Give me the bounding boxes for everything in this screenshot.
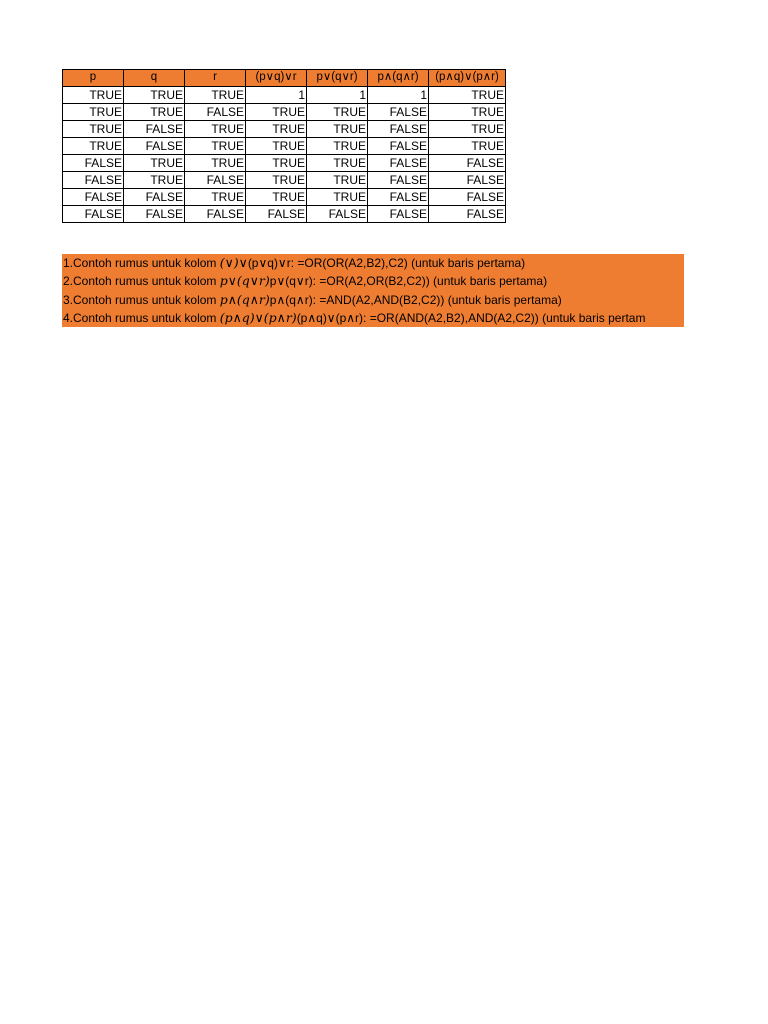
table-cell[interactable]: TRUE [246, 138, 307, 155]
note-line-1[interactable] [62, 254, 684, 272]
note-math: p∧(q∧r) [219, 291, 270, 307]
note-prefix: 3.Contoh rumus untuk kolom [63, 292, 220, 307]
note-math: (∨)∨ [219, 255, 248, 270]
table-cell[interactable]: TRUE [307, 172, 368, 189]
table-cell[interactable]: TRUE [63, 138, 124, 155]
header-p-and-q-and-r[interactable]: p∧(q∧r) [368, 70, 429, 87]
table-cell[interactable]: FALSE [185, 172, 246, 189]
table-cell[interactable]: TRUE [246, 155, 307, 172]
table-cell[interactable]: TRUE [429, 138, 506, 155]
table-row [63, 138, 506, 155]
table-cell[interactable]: TRUE [124, 87, 185, 104]
table-cell[interactable]: FALSE [368, 121, 429, 138]
table-cell[interactable]: FALSE [368, 138, 429, 155]
table-cell[interactable]: TRUE [307, 104, 368, 121]
note-line-4[interactable] [62, 309, 684, 327]
note-formula: p∨(q∨r): =OR(A2,OR(B2,C2)) (untuk baris pertama) [269, 274, 548, 289]
table-cell[interactable]: FALSE [124, 189, 185, 206]
header-p[interactable]: p [63, 70, 124, 87]
table-cell[interactable]: TRUE [429, 121, 506, 138]
table-cell[interactable]: TRUE [185, 138, 246, 155]
note-math: (p∧q)∨(p∧r) [219, 309, 297, 325]
table-cell[interactable]: 1 [307, 87, 368, 104]
table-cell[interactable]: FALSE [185, 206, 246, 223]
table-cell[interactable]: TRUE [246, 104, 307, 121]
header-q[interactable]: q [124, 70, 185, 87]
table-cell[interactable]: FALSE [429, 155, 506, 172]
table-cell[interactable]: FALSE [307, 206, 368, 223]
table-row [63, 104, 506, 121]
table-cell[interactable]: FALSE [368, 189, 429, 206]
header-p-or-q-or-r[interactable]: (p∨q)∨r [246, 70, 307, 87]
table-cell[interactable]: FALSE [429, 206, 506, 223]
header-distributive[interactable]: (p∧q)∨(p∧r) [429, 70, 506, 87]
table-cell[interactable]: FALSE [124, 121, 185, 138]
table-cell[interactable]: TRUE [124, 104, 185, 121]
table-cell[interactable]: FALSE [63, 189, 124, 206]
table-cell[interactable]: FALSE [63, 155, 124, 172]
table-cell[interactable]: TRUE [246, 189, 307, 206]
note-math: p∨(q∨r) [219, 273, 270, 289]
formula-notes [62, 254, 684, 327]
table-cell[interactable]: 1 [368, 87, 429, 104]
note-line-2[interactable] [62, 272, 684, 290]
header-r[interactable]: r [185, 70, 246, 87]
note-prefix: 2.Contoh rumus untuk kolom [63, 274, 220, 289]
note-formula: p∧(q∧r): =AND(A2,AND(B2,C2)) (untuk baris pertama) [269, 292, 562, 307]
table-cell[interactable]: FALSE [185, 104, 246, 121]
note-prefix: 4.Contoh rumus untuk kolom [63, 310, 220, 325]
table-cell[interactable]: TRUE [246, 121, 307, 138]
header-row [63, 70, 506, 87]
table-cell[interactable]: 1 [246, 87, 307, 104]
table-row [63, 172, 506, 189]
table-cell[interactable]: FALSE [246, 206, 307, 223]
note-prefix: 1.Contoh rumus untuk kolom [63, 256, 220, 270]
table-cell[interactable]: FALSE [63, 206, 124, 223]
table-cell[interactable]: TRUE [307, 138, 368, 155]
table-cell[interactable]: TRUE [185, 189, 246, 206]
table-cell[interactable]: TRUE [246, 172, 307, 189]
table-row [63, 121, 506, 138]
table-cell[interactable]: TRUE [429, 104, 506, 121]
table-cell[interactable]: TRUE [124, 172, 185, 189]
table-cell[interactable]: FALSE [368, 155, 429, 172]
table-cell[interactable]: TRUE [307, 155, 368, 172]
table-row [63, 155, 506, 172]
note-formula: (p∧q)∨(p∧r): =OR(AND(A2,B2),AND(A2,C2)) (untuk baris pertam [296, 310, 646, 325]
table-cell[interactable]: TRUE [63, 121, 124, 138]
truth-table [62, 69, 506, 223]
table-cell[interactable]: FALSE [429, 189, 506, 206]
table-cell[interactable]: TRUE [185, 121, 246, 138]
table-cell[interactable]: TRUE [307, 189, 368, 206]
table-cell[interactable]: FALSE [124, 138, 185, 155]
table-row [63, 87, 506, 104]
table-cell[interactable]: FALSE [368, 206, 429, 223]
table-cell[interactable]: FALSE [63, 172, 124, 189]
table-cell[interactable]: TRUE [63, 104, 124, 121]
note-formula: (p∨q)∨r: =OR(OR(A2,B2),C2) (untuk baris pertama) [247, 256, 526, 270]
table-row [63, 206, 506, 223]
table-cell[interactable]: FALSE [429, 172, 506, 189]
table-row [63, 189, 506, 206]
table-cell[interactable]: TRUE [429, 87, 506, 104]
note-line-3[interactable] [62, 291, 684, 309]
table-cell[interactable]: FALSE [368, 104, 429, 121]
table-cell[interactable]: TRUE [185, 155, 246, 172]
table-cell[interactable]: TRUE [124, 155, 185, 172]
table-cell[interactable]: TRUE [63, 87, 124, 104]
header-p-or-q-or-r-2[interactable]: p∨(q∨r) [307, 70, 368, 87]
table-cell[interactable]: TRUE [307, 121, 368, 138]
table-cell[interactable]: FALSE [124, 206, 185, 223]
table-cell[interactable]: TRUE [185, 87, 246, 104]
table-cell[interactable]: FALSE [368, 172, 429, 189]
